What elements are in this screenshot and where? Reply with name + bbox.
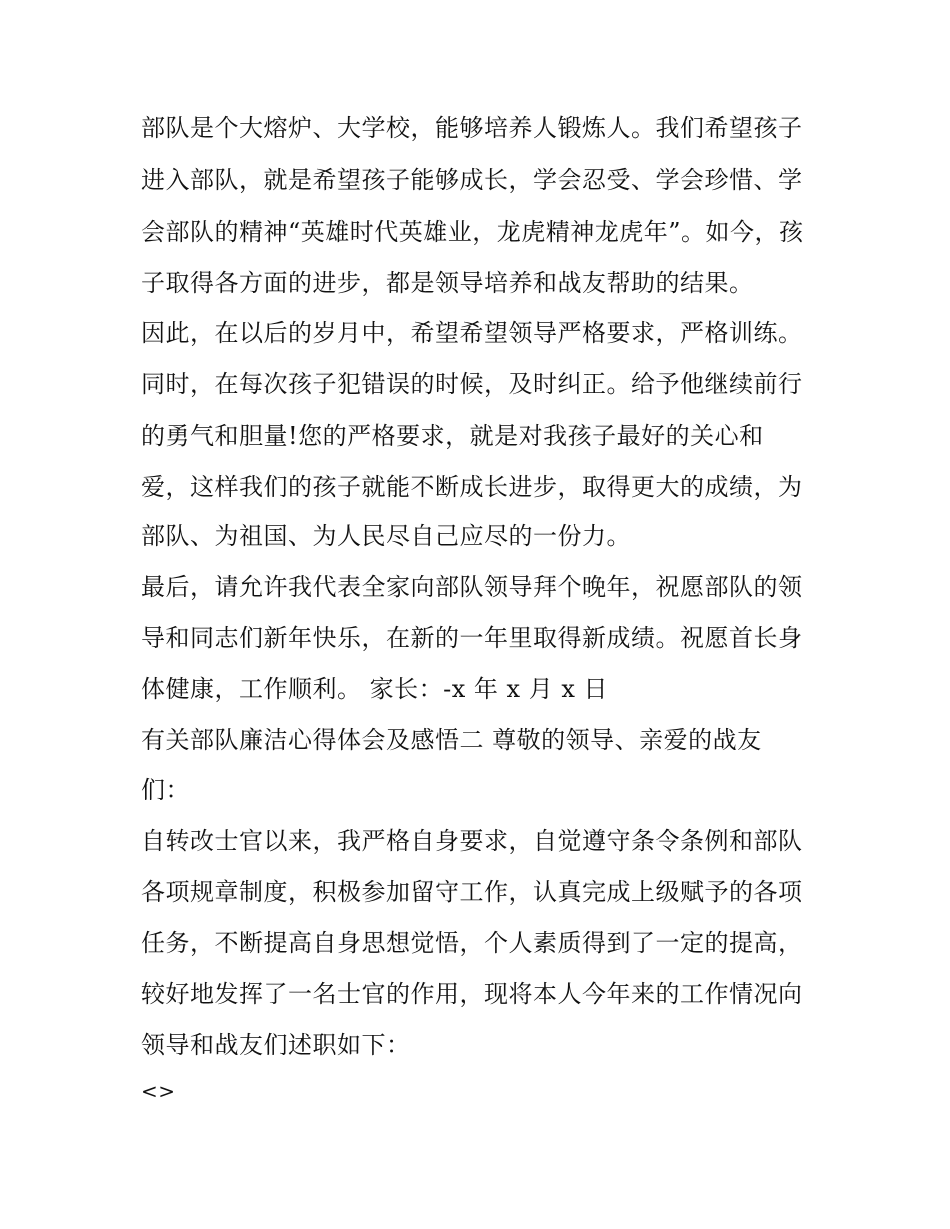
text-line: <> <box>141 1079 176 1103</box>
text-line: 有关部队廉洁心得体会及感悟二 尊敬的领导、亲爱的战友 <box>141 726 762 754</box>
text-line: 爱，这样我们的孩子就能不断成长进步，取得更大的成绩，为 <box>141 473 803 501</box>
text-line: 会部队的精神“英雄时代英雄业，龙虎精神龙虎年”。如今，孩 <box>141 218 804 246</box>
text-line: 部队、为祖国、为人民尽自己应尽的一份力。 <box>141 522 631 550</box>
text-line: 进入部队，就是希望孩子能够成长，学会忍受、学会珍惜、学 <box>141 166 803 194</box>
text-line: 部队是个大熔炉、大学校，能够培养人锻炼人。我们希望孩子 <box>141 114 803 142</box>
text-line: 子取得各方面的进步，都是领导培养和战友帮助的结果。 <box>141 269 754 297</box>
text-line: 们： <box>141 776 190 804</box>
text-line: 任务，不断提高自身思想觉悟，个人素质得到了一定的提高， <box>141 929 803 957</box>
text-line: 较好地发挥了一名士官的作用，现将本人今年来的工作情况向 <box>141 980 803 1008</box>
text-line: 导和同志们新年快乐，在新的一年里取得新成绩。祝愿首长身 <box>141 624 803 652</box>
text-line: 各项规章制度，积极参加留守工作，认真完成上级赋予的各项 <box>141 878 803 906</box>
text-line: 同时，在每次孩子犯错误的时候，及时纠正。给予他继续前行 <box>141 370 803 398</box>
text-line: 的勇气和胆量!您的严格要求，就是对我孩子最好的关心和 <box>141 422 764 450</box>
text-line: 因此，在以后的岁月中，希望希望领导严格要求，严格训练。 <box>141 319 803 347</box>
text-line: 最后，请允许我代表全家向部队领导拜个晚年，祝愿部队的领 <box>141 573 803 601</box>
text-line: 领导和战友们述职如下： <box>141 1031 411 1059</box>
text-line: 体健康，工作顺利。 家长：-x 年 x 月 x 日 <box>141 675 608 703</box>
text-line: 自转改士官以来，我严格自身要求，自觉遵守条令条例和部队 <box>141 827 803 855</box>
